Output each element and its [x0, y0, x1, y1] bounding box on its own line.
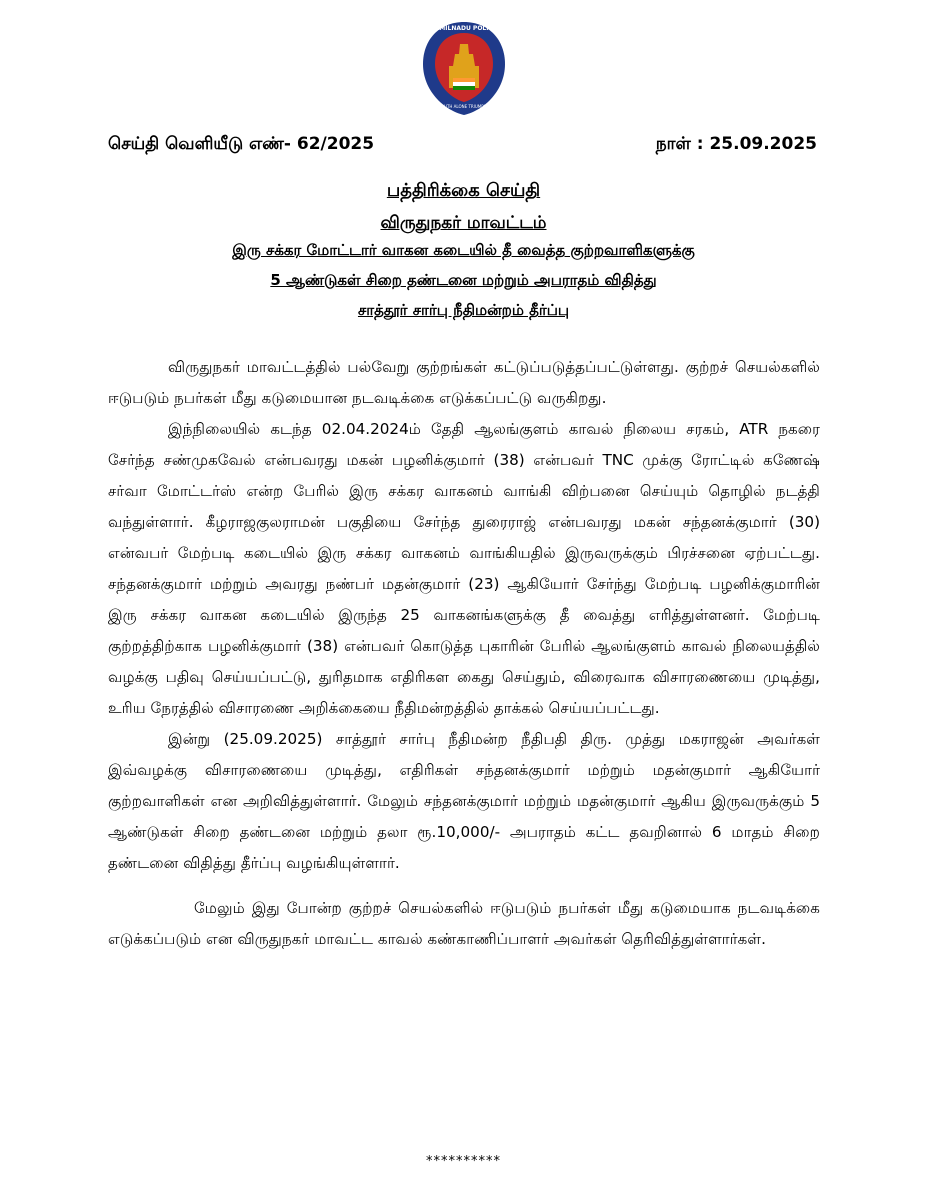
- release-body: [108, 352, 820, 955]
- paragraph-4: மேலும் இது போன்ற குற்றச் செயல்களில் ஈடுபடும் நபர்கள் மீது கடுமையாக நடவடிக்கை எடுக்கப்படும் என விருதுநகர் மாவட்ட காவல் கண்காணிப்பாளர் அவர்கள் தெரிவித்துள்ளார்கள்.: [108, 899, 820, 948]
- district-heading: விருதுநகர் மாவட்டம்: [380, 213, 547, 233]
- release-number: செய்தி வெளியீடு எண்- 62/2025: [108, 134, 375, 154]
- tamilnadu-police-emblem: [419, 18, 509, 118]
- headline-line-1: இரு சக்கர மோட்டார் வாகன கடையில் தீ வைத்த குற்றவாளிகளுக்கு: [232, 241, 695, 259]
- emblem-motto-text: TRUTH ALONE TRIUMPHS: [438, 104, 490, 109]
- emblem-top-text: TAMILNADU POLICE: [431, 25, 497, 32]
- paragraph-1: விருதுநகர் மாவட்டத்தில் பல்வேறு குற்றங்கள் கட்டுப்படுத்தப்பட்டுள்ளது. குற்றச் செயல்களில் ஈடுபடும் நபர்கள் மீது கடுமையான நடவடிக்கை எடுக்கப்பட்டு வருகிறது.: [108, 358, 820, 407]
- paragraph-2: இந்நிலையில் கடந்த 02.04.2024ம் தேதி ஆலங்குளம் காவல் நிலைய சரகம், ATR நகரை சேர்ந்த சண்முகவேல் என்பவரது மகன் பழனிக்குமார் (38) என்பவர் TNC முக்கு ரோட்டில் கணேஷ் சர்வா மோட்டர்ஸ் என்ற பேரில் இரு சக்கர வாகனம் வாங்கி விற்பனை செய்யும் தொழில் நடத்தி வந்துள்ளார். கீழராஜகுலராமன் பகுதியை சேர்ந்த துரைராஜ் என்பவரது மகன் சந்தனக்குமார் (30) என்வபர் மேற்படி கடையில் இரு சக்கர வாகனம் வாங்கியதில் இருவருக்கும் பிரச்சனை ஏற்பட்டது. சந்தனக்குமார் மற்றும் அவரது நண்பர் மதன்குமார் (23) ஆகியோர் சேர்ந்து மேற்படி பழனிக்குமாரின் இரு சக்கர வாகன கடையில் இருந்த 25 வாகனங்களுக்கு தீ வைத்து எரித்துள்ளனர். மேற்படி குற்றத்திற்காக பழனிக்குமார் (38) என்பவர் கொடுத்த புகாரின் பேரில் ஆலங்குளம் காவல் நிலையத்தில் வழக்கு பதிவு செய்யப்பட்டு, துரிதமாக எதிரிகள கைது செய்தும், விரைவாக விசாரணையை முடித்து, உரிய நேரத்தில் விசாரணை அறிக்கையை நீதிமன்றத்தில் தாக்கல் செய்யப்பட்டது.: [108, 420, 820, 717]
- release-date: நாள் : 25.09.2025: [655, 134, 817, 154]
- headline-line-3: சாத்தூர் சார்பு நீதிமன்றம் தீர்ப்பு: [357, 301, 570, 319]
- press-release-title: பத்திரிக்கை செய்தி: [386, 180, 541, 201]
- headings: [0, 180, 927, 331]
- headline-line-2: 5 ஆண்டுகள் சிறை தண்டனை மற்றும் அபராதம் விதித்து: [270, 271, 657, 289]
- end-marker: **********: [426, 1154, 501, 1169]
- header-row: [108, 134, 817, 156]
- paragraph-3: இன்று (25.09.2025) சாத்தூர் சார்பு நீதிமன்ற நீதிபதி திரு. முத்து மகராஜன் அவர்கள் இவ்வழக்கு விசாரணையை முடித்து, எதிரிகள் சந்தனக்குமார் மற்றும் மதன்குமார் ஆகியோர் குற்றவாளிகள் என அறிவித்துள்ளார். மேலும் சந்தனக்குமார் மற்றும் மதன்குமார் ஆகிய இருவருக்கும் 5 ஆண்டுகள் சிறை தண்டனை மற்றும் தலா ரூ.10,000/- அபராதம் கட்ட தவறினால் 6 மாதம் சிறை தண்டனை விதித்து தீர்ப்பு வழங்கியுள்ளார்.: [108, 730, 820, 872]
